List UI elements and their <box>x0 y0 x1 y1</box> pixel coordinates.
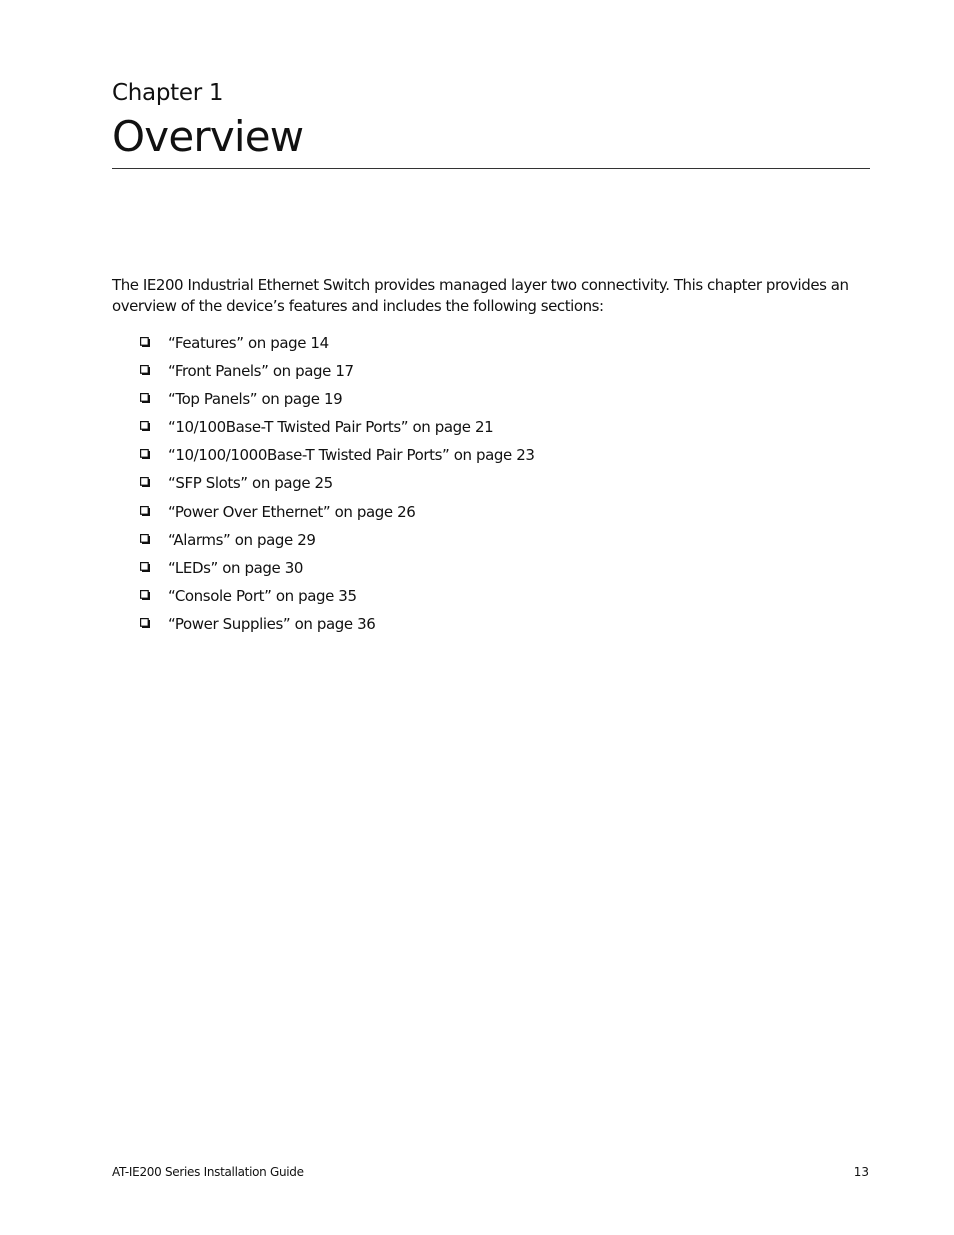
square-bullet-icon <box>140 506 151 517</box>
section-item[interactable] <box>140 445 535 473</box>
section-item-label[interactable]: “Alarms” on page 29 <box>168 530 316 549</box>
section-item-label[interactable]: “10/100Base-T Twisted Pair Ports” on page 21 <box>168 418 494 437</box>
square-bullet-icon <box>140 477 151 488</box>
section-item-label[interactable]: “Power Supplies” on page 36 <box>168 614 376 633</box>
square-bullet-icon <box>140 562 151 573</box>
square-bullet-icon <box>140 393 151 404</box>
footer-page-number: 13 <box>853 1165 869 1179</box>
section-item-label[interactable]: “SFP Slots” on page 25 <box>168 474 333 493</box>
square-bullet-icon <box>140 618 151 629</box>
section-item-label[interactable]: “10/100/1000Base-T Twisted Pair Ports” on page 23 <box>168 446 535 465</box>
intro-paragraph: The IE200 Industrial Ethernet Switch provides managed layer two connectivity. This chapter provides an overview of the device’s features and includes the following sections: <box>112 276 849 315</box>
section-item[interactable] <box>140 502 535 530</box>
section-item-label[interactable]: “Features” on page 14 <box>168 334 329 352</box>
section-item[interactable] <box>140 530 535 558</box>
section-list <box>140 333 535 642</box>
chapter-label: Chapter 1 <box>112 80 224 106</box>
section-item[interactable] <box>140 333 535 361</box>
section-item[interactable] <box>140 614 535 642</box>
page-title: Overview <box>112 112 304 161</box>
section-item-label[interactable]: “Power Over Ethernet” on page 26 <box>168 502 416 521</box>
section-item[interactable] <box>140 361 535 389</box>
footer-guide-title: AT-IE200 Series Installation Guide <box>112 1165 304 1179</box>
square-bullet-icon <box>140 337 151 348</box>
section-item[interactable] <box>140 558 535 586</box>
square-bullet-icon <box>140 365 151 376</box>
section-item[interactable] <box>140 389 535 417</box>
section-item[interactable] <box>140 473 535 501</box>
title-divider <box>112 168 870 169</box>
section-item-label[interactable]: “Top Panels” on page 19 <box>168 390 343 409</box>
section-item-label[interactable]: “Front Panels” on page 17 <box>168 362 354 381</box>
square-bullet-icon <box>140 590 151 601</box>
section-item-label[interactable]: “Console Port” on page 35 <box>168 586 357 605</box>
square-bullet-icon <box>140 449 151 460</box>
section-item[interactable] <box>140 417 535 445</box>
square-bullet-icon <box>140 534 151 545</box>
square-bullet-icon <box>140 421 151 432</box>
section-item[interactable] <box>140 586 535 614</box>
section-item-label[interactable]: “LEDs” on page 30 <box>168 558 304 577</box>
